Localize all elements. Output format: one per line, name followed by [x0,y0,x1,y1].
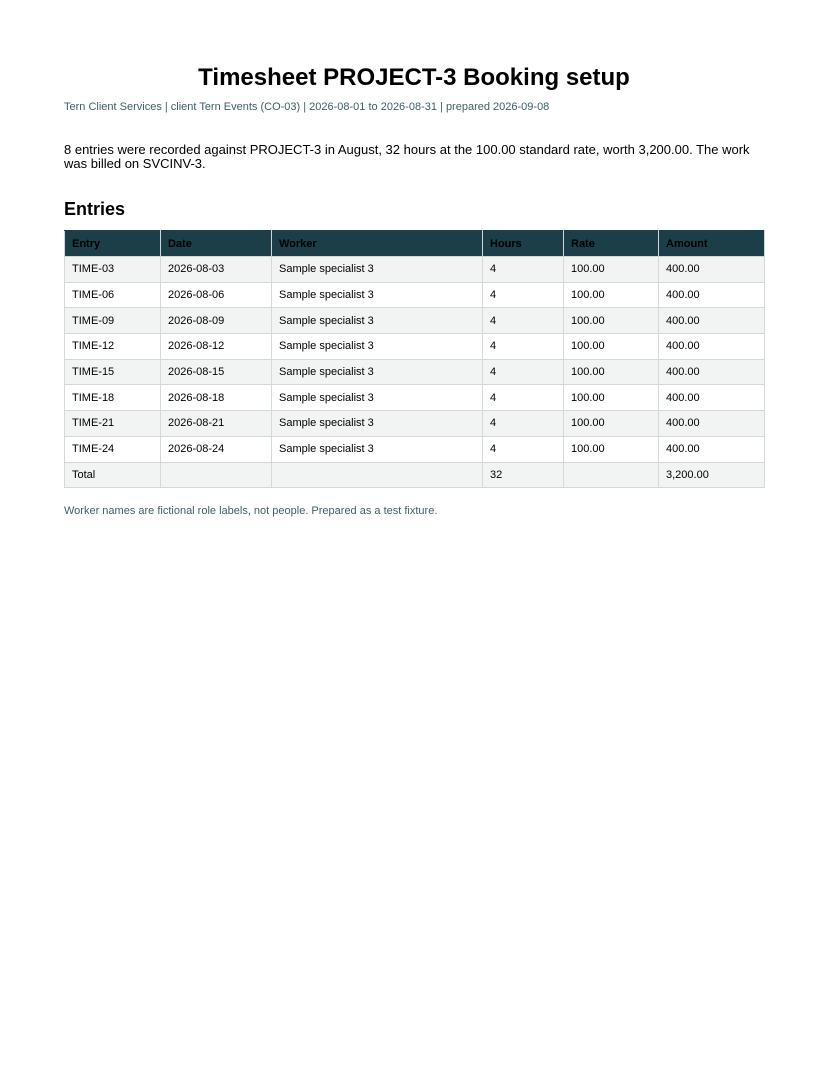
cell-entry: TIME-21 [65,411,161,437]
cell-worker: Sample specialist 3 [272,359,483,385]
entries-table [64,230,765,488]
cell-worker: Sample specialist 3 [272,385,483,411]
cell-hours: 4 [483,334,564,360]
column-header-date: Date [161,231,272,257]
cell-amount: 400.00 [659,334,765,360]
table-row [65,282,765,308]
table-row [65,308,765,334]
cell-total-label: Total [65,462,161,488]
cell-rate: 100.00 [564,411,659,437]
cell-rate: 100.00 [564,308,659,334]
cell-hours: 4 [483,308,564,334]
cell-date [161,462,272,488]
cell-hours: 4 [483,282,564,308]
cell-rate: 100.00 [564,334,659,360]
cell-entry: TIME-18 [65,385,161,411]
cell-date: 2026-08-12 [161,334,272,360]
cell-entry: TIME-24 [65,436,161,462]
cell-worker: Sample specialist 3 [272,436,483,462]
cell-hours: 4 [483,385,564,411]
cell-entry: TIME-12 [65,334,161,360]
table-row [65,359,765,385]
cell-date: 2026-08-21 [161,411,272,437]
table-row [65,257,765,283]
cell-worker: Sample specialist 3 [272,308,483,334]
cell-entry: TIME-06 [65,282,161,308]
cell-hours: 4 [483,411,564,437]
cell-amount: 400.00 [659,282,765,308]
table-row [65,411,765,437]
cell-amount: 400.00 [659,359,765,385]
cell-rate [564,462,659,488]
column-header-rate: Rate [564,231,659,257]
cell-date: 2026-08-03 [161,257,272,283]
column-header-entry: Entry [65,231,161,257]
footnote: Worker names are fictional role labels, not people. Prepared as a test fixture. [64,505,438,517]
column-header-amount: Amount [659,231,765,257]
cell-date: 2026-08-18 [161,385,272,411]
table-row [65,334,765,360]
table-header-row [65,231,765,257]
cell-worker [272,462,483,488]
cell-worker: Sample specialist 3 [272,282,483,308]
cell-amount: 400.00 [659,385,765,411]
cell-date: 2026-08-09 [161,308,272,334]
table-row [65,436,765,462]
table-total-row [65,462,765,488]
cell-worker: Sample specialist 3 [272,334,483,360]
cell-hours: 4 [483,257,564,283]
cell-date: 2026-08-06 [161,282,272,308]
cell-hours: 4 [483,359,564,385]
cell-entry: TIME-15 [65,359,161,385]
document-subtitle: Tern Client Services | client Tern Events (CO-03) | 2026-08-01 to 2026-08-31 | prepared 2026-09-08 [64,101,550,113]
cell-entry: TIME-03 [65,257,161,283]
cell-amount: 400.00 [659,308,765,334]
cell-hours: 4 [483,436,564,462]
cell-date: 2026-08-15 [161,359,272,385]
cell-total-amount: 3,200.00 [659,462,765,488]
cell-worker: Sample specialist 3 [272,257,483,283]
summary-paragraph: 8 entries were recorded against PROJECT-3 in August, 32 hours at the 100.00 standard rate, worth 3,200.00. The work was billed on SVCINV-3. [64,142,750,171]
cell-worker: Sample specialist 3 [272,411,483,437]
cell-amount: 400.00 [659,411,765,437]
column-header-worker: Worker [272,231,483,257]
cell-amount: 400.00 [659,436,765,462]
table-row [65,385,765,411]
cell-rate: 100.00 [564,282,659,308]
cell-amount: 400.00 [659,257,765,283]
cell-rate: 100.00 [564,359,659,385]
cell-date: 2026-08-24 [161,436,272,462]
column-header-hours: Hours [483,231,564,257]
page-title: Timesheet PROJECT-3 Booking setup [198,64,630,91]
cell-entry: TIME-09 [65,308,161,334]
entries-heading: Entries [64,199,126,219]
cell-rate: 100.00 [564,385,659,411]
cell-rate: 100.00 [564,436,659,462]
cell-rate: 100.00 [564,257,659,283]
cell-total-hours: 32 [483,462,564,488]
